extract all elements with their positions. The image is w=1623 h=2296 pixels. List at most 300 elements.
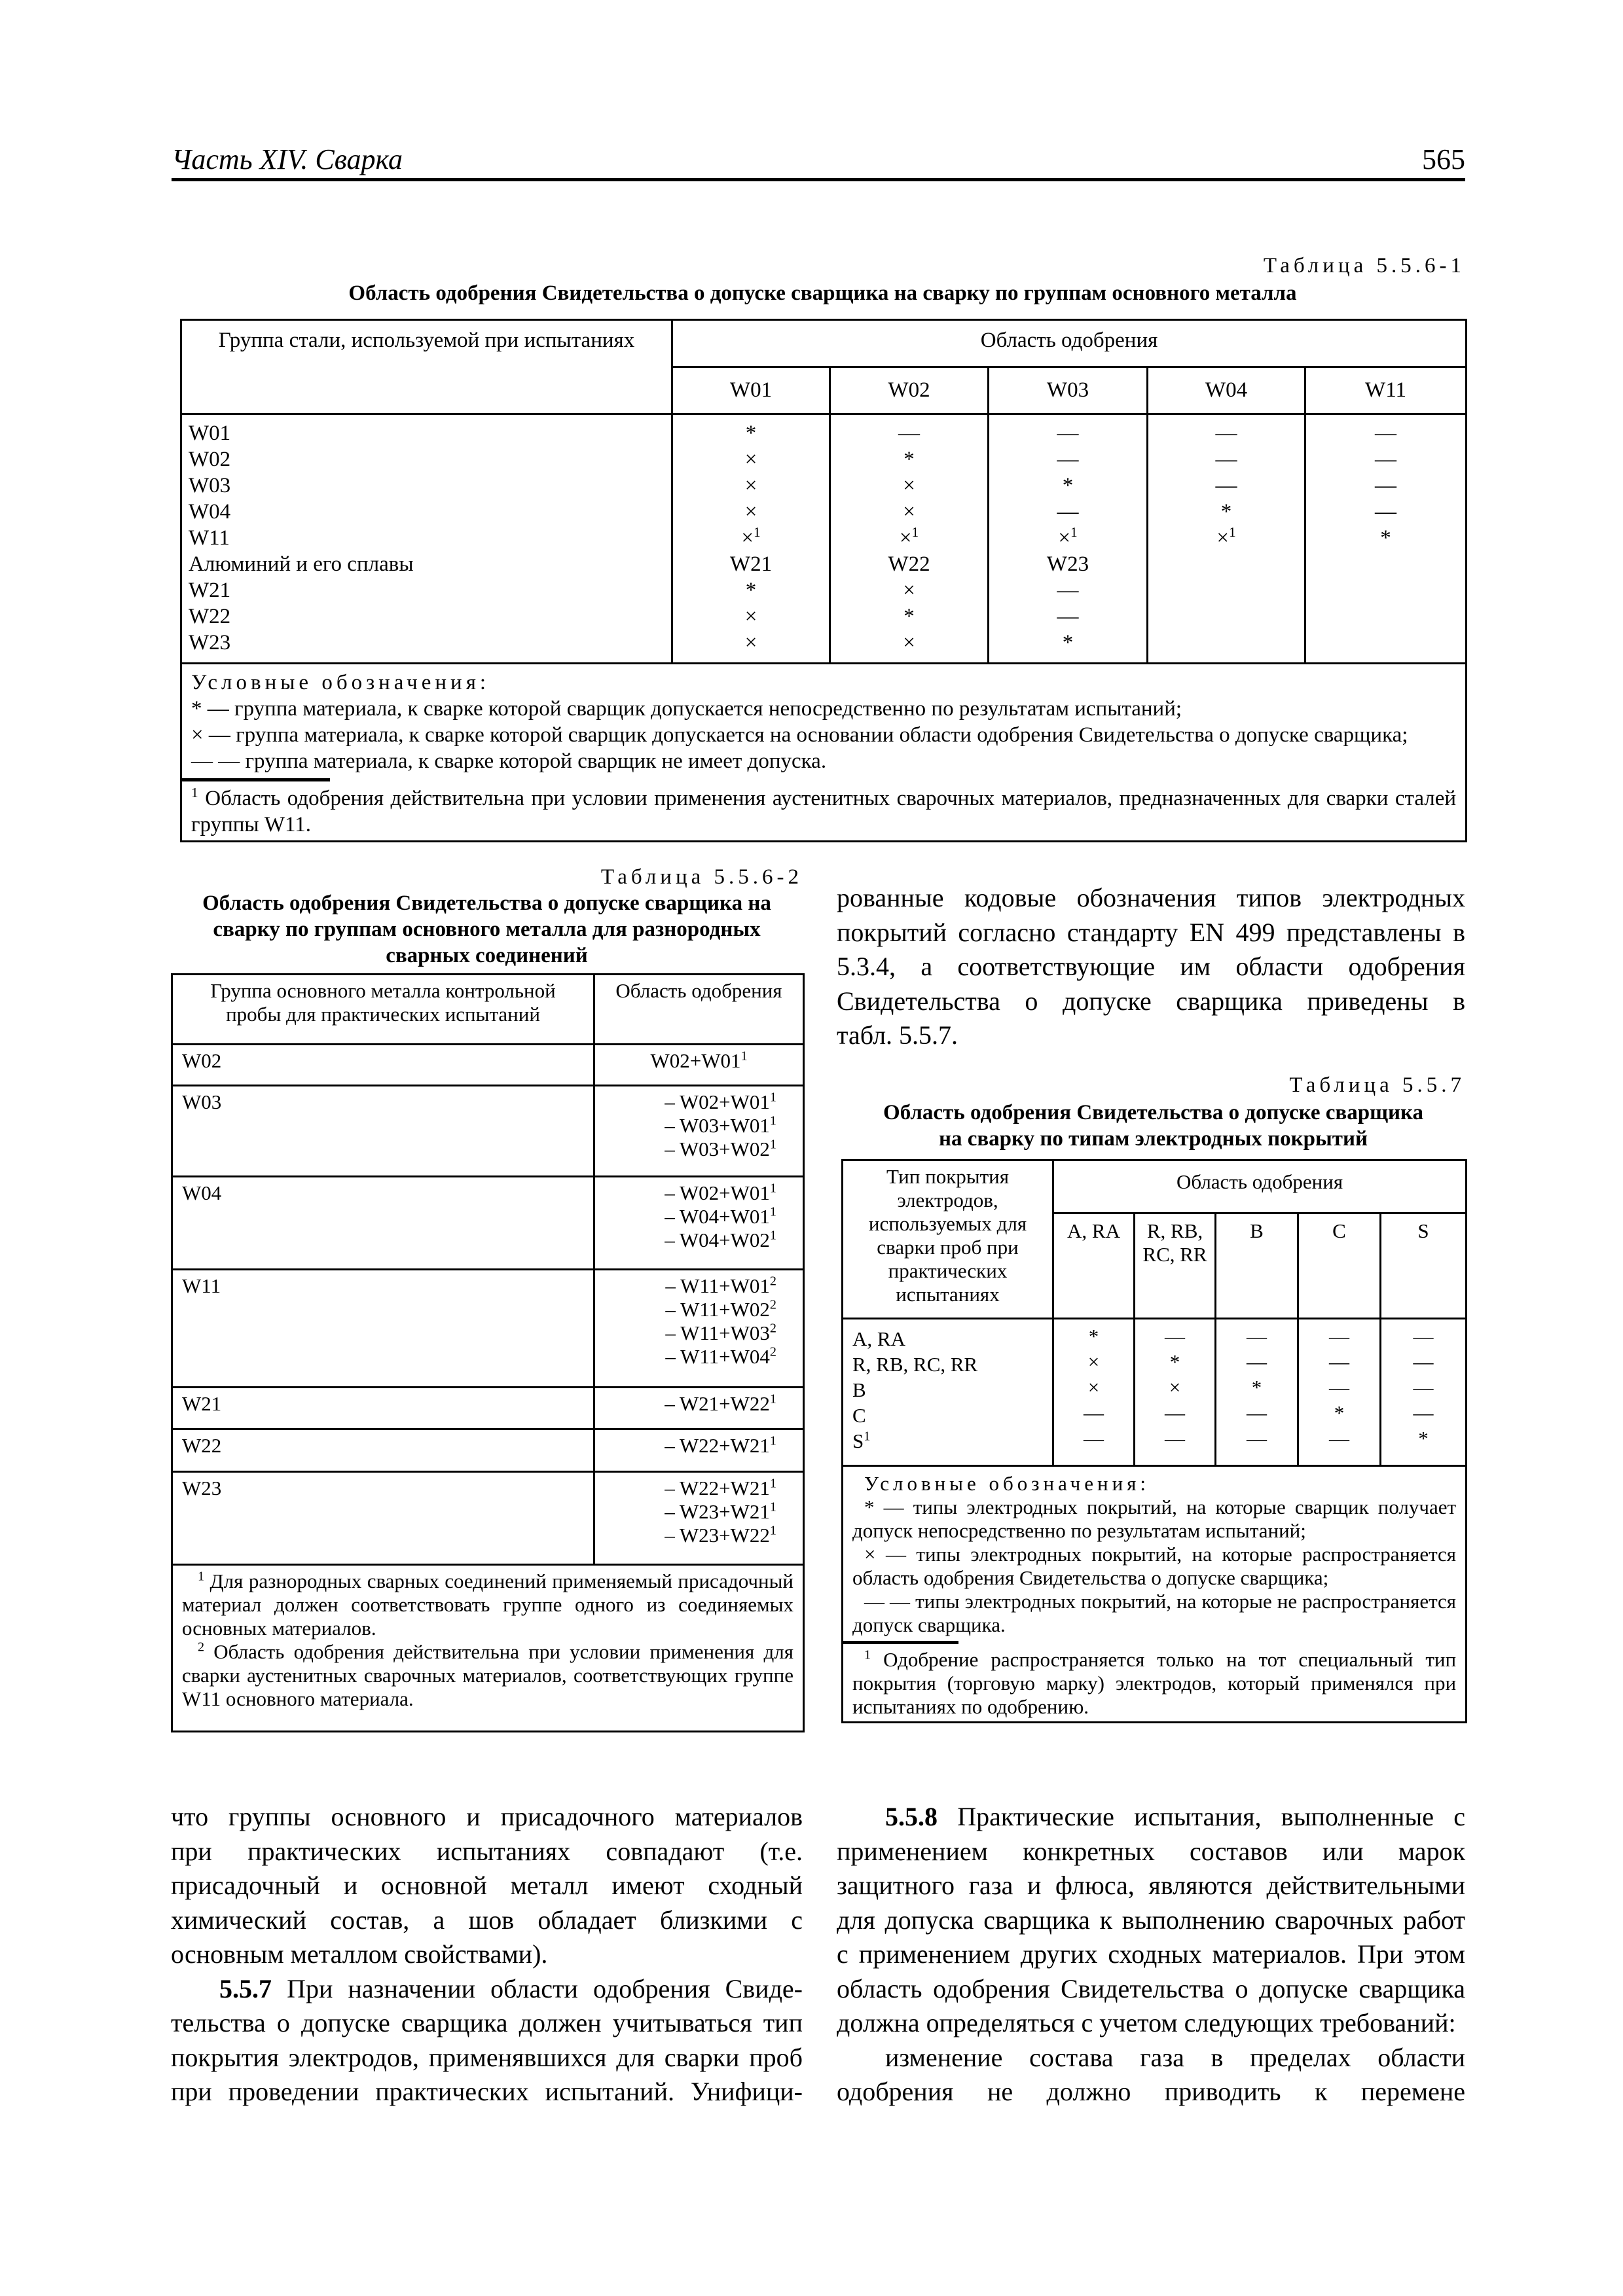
table-row — [172, 1270, 804, 1388]
table-cell — [1306, 446, 1465, 473]
table-5-5-7 — [841, 1159, 1467, 1723]
row-label — [852, 1327, 1043, 1353]
value-superscript: 1 — [769, 1090, 776, 1105]
table-cell — [1148, 577, 1304, 603]
row-group: W23 — [172, 1472, 594, 1565]
column-cells-W02 — [830, 414, 989, 664]
text-line: Свидетельства о допуске сварщика приведены в — [837, 986, 1465, 1016]
table-cell — [673, 525, 829, 551]
legend-cross: × — группа материала, к сварке которой сварщик допускается на основании области одобрения Свидетельства о допуске сварщика; — [191, 723, 1408, 747]
table-cell: — — [1165, 1427, 1185, 1450]
right-column-text — [837, 1800, 1465, 2109]
column-header: W04 — [1148, 367, 1305, 414]
column-header: A, RA — [1053, 1213, 1135, 1319]
value-superscript: 2 — [769, 1297, 776, 1312]
column-cells — [1053, 1319, 1135, 1466]
text-line: область одобрения Свидетельства о допуске сварщика — [837, 1973, 1465, 2003]
table-cell — [989, 603, 1146, 630]
cell-value: W21 — [729, 552, 773, 576]
cell-value: — — [1057, 605, 1079, 628]
approval-value — [604, 1205, 776, 1229]
row-label: W22 — [189, 605, 231, 628]
value-text: – W03+W01 — [665, 1114, 770, 1137]
cell-value: × — [1058, 526, 1070, 550]
text-line: при практических испытаниях совпадают (т.е. — [171, 1836, 803, 1866]
value-superscript: 1 — [769, 1499, 776, 1515]
approval-value — [604, 1321, 776, 1345]
table-row — [172, 1086, 804, 1177]
row-label — [852, 1378, 1043, 1404]
table-cell — [1148, 446, 1304, 473]
legend-cross: × — типы электродных покрытий, на которые распространяется область одобрения Свидетельства о допуске сварщика; — [852, 1543, 1457, 1589]
table-cell — [1306, 551, 1465, 577]
text-line: при проведении практических испытаний. Унифици- — [171, 2077, 803, 2106]
value-superscript: 1 — [740, 1049, 748, 1064]
page-number: 565 — [1422, 143, 1465, 175]
row-label: W21 — [189, 579, 231, 602]
table-cell — [1306, 630, 1465, 656]
value-text: – W23+W21 — [665, 1500, 770, 1523]
cell-value: * — [903, 448, 915, 471]
value-superscript: 2 — [769, 1274, 776, 1289]
table-cell — [1306, 499, 1465, 525]
row-label — [852, 1353, 1043, 1378]
row-group: W22 — [172, 1429, 594, 1472]
table-cell: — — [1247, 1401, 1267, 1424]
row-approval — [594, 1388, 804, 1429]
approval-value — [604, 1524, 776, 1547]
table-cell — [989, 499, 1146, 525]
cell-value: — — [1375, 448, 1397, 471]
table-1-footnote — [191, 785, 1456, 838]
cell-value: — — [1215, 422, 1237, 445]
column-cells-W01 — [672, 414, 830, 664]
value-superscript: 1 — [769, 1137, 776, 1152]
footnote-rule — [843, 1641, 958, 1644]
column-cells — [1381, 1319, 1467, 1466]
cell-value: × — [1216, 526, 1229, 550]
cell-value: — — [1215, 474, 1237, 497]
row-approval — [594, 1270, 804, 1388]
value-text: – W02+W01 — [665, 1181, 770, 1204]
table-cell — [673, 499, 829, 525]
legend-dash: — — группа материала, к сварке которой сварщик не имеет допуска. — [191, 749, 827, 773]
column-header: W02 — [830, 367, 989, 414]
value-text: – W11+W02 — [665, 1298, 770, 1321]
table-cell: — — [1413, 1376, 1434, 1399]
table-cell — [989, 420, 1146, 446]
table-cell — [989, 446, 1146, 473]
value-text: – W03+W02 — [665, 1138, 770, 1160]
text-line: одобрения не должно приводить к перемене — [837, 2077, 1465, 2106]
table-cell — [989, 525, 1146, 551]
value-text: – W04+W01 — [665, 1205, 770, 1228]
cell-value: × — [744, 605, 757, 628]
table-cell: * — [1088, 1325, 1099, 1348]
table-1-title: Область одобрения Свидетельства о допуске сварщика на сварку по группам основного металла — [348, 281, 1297, 305]
table-cell: — — [1084, 1427, 1104, 1450]
row-label-text: A, RA — [852, 1327, 905, 1350]
table-cell: — — [1329, 1427, 1349, 1450]
table-cell — [1306, 577, 1465, 603]
table-5-5-6-1 — [180, 319, 1467, 842]
approval-value — [604, 1274, 776, 1298]
cell-value: * — [745, 579, 757, 602]
table-cell: * — [1418, 1427, 1429, 1450]
cell-value: * — [745, 422, 757, 445]
table-cell: × — [1087, 1350, 1100, 1373]
table-cell — [673, 420, 829, 446]
table-cell — [673, 473, 829, 499]
text-line: для допуска сварщика к выполнению сварочных работ — [837, 1905, 1465, 1935]
footnote-mark: 1 — [191, 785, 198, 800]
header-steel-group: Группа стали, используемой при испытаниях — [181, 320, 672, 414]
approval-value — [604, 1229, 776, 1252]
text-line: защитного газа и флюса, являются действительными — [837, 1871, 1465, 1900]
title-line: Область одобрения Свидетельства о допуске сварщика — [883, 1101, 1423, 1124]
table-cell — [831, 446, 987, 473]
text-line: табл. 5.5.7. — [837, 1020, 958, 1050]
table-cell: × — [1087, 1376, 1100, 1399]
row-label-text: S — [852, 1429, 864, 1452]
footnote-text: Для разнородных сварных соединений применяемый присадочный материал должен соответствовать группе одного из соединяемых основных материалов. — [182, 1570, 794, 1640]
approval-value — [604, 1434, 776, 1458]
cell-value: W22 — [888, 552, 930, 576]
header-base-metal-group: Группа основного металла контрольной пробы для практических испытаний — [172, 975, 594, 1045]
value-text: – W11+W03 — [665, 1321, 770, 1344]
cell-value: × — [903, 500, 915, 524]
cell-superscript: 1 — [753, 524, 761, 540]
table-cell — [1306, 603, 1465, 630]
table-cell — [989, 551, 1146, 577]
row-label: W02 — [189, 448, 231, 471]
table-cell — [831, 499, 987, 525]
approval-value — [604, 1138, 776, 1161]
text-line: основным металлом свойствами). — [171, 1939, 548, 1969]
table-cell — [673, 603, 829, 630]
value-superscript: 1 — [769, 1204, 776, 1219]
footnote-mark: 1 — [198, 1569, 205, 1584]
table-cell: × — [1169, 1376, 1181, 1399]
row-label-text: R, RB, RC, RR — [852, 1353, 978, 1376]
table-row — [172, 1045, 804, 1086]
header-coating-type: Тип покрытия электродов, используемых для сварки проб при практических испытаниях — [843, 1160, 1053, 1319]
row-approval — [594, 1429, 804, 1472]
table-cell: — — [1247, 1427, 1267, 1450]
table-cell — [673, 577, 829, 603]
text-line: химический состав, а шов обладает близкими с — [171, 1905, 803, 1935]
column-cells-W04 — [1148, 414, 1305, 664]
paragraph-continuation — [837, 881, 1465, 1053]
row-group: W02 — [172, 1045, 594, 1086]
row-label-text: C — [852, 1404, 866, 1427]
table-2-label: Таблица 5.5.6-2 — [600, 865, 803, 889]
cell-value: × — [903, 631, 915, 655]
row-labels-cell — [181, 414, 672, 664]
value-superscript: 1 — [769, 1391, 776, 1407]
section-5-5-7-first-line — [171, 1972, 803, 2007]
section-5-5-8-first-line — [837, 1800, 1465, 1835]
value-text: – W23+W22 — [665, 1524, 770, 1547]
table-1-label: Таблица 5.5.6-1 — [1263, 254, 1465, 278]
value-superscript: 1 — [769, 1476, 776, 1491]
value-text: – W22+W21 — [665, 1477, 770, 1499]
footnote-rule — [182, 778, 330, 781]
legend-title: Условные обозначения: — [864, 1472, 1150, 1495]
cell-value: * — [903, 605, 915, 628]
table-cell: — — [1247, 1325, 1267, 1348]
column-header: W11 — [1305, 367, 1467, 414]
value-text: – W11+W04 — [665, 1345, 770, 1368]
column-header: W03 — [989, 367, 1148, 414]
text-line: должна определяться с учетом следующих требований: — [837, 2008, 1456, 2037]
title-line: сварку по группам основного металла для разнородных — [213, 918, 761, 941]
table-cell: * — [1251, 1376, 1262, 1399]
table-cell: — — [1413, 1401, 1434, 1424]
cell-value: — — [1375, 500, 1397, 524]
row-label: W04 — [189, 500, 231, 524]
table-cell — [673, 446, 829, 473]
footnote-mark: 2 — [198, 1640, 205, 1655]
table-cell — [673, 551, 829, 577]
table-cell — [1148, 420, 1304, 446]
cell-value: × — [903, 579, 915, 602]
row-group: W04 — [172, 1177, 594, 1270]
header-rule — [172, 178, 1465, 181]
cell-value: × — [744, 631, 757, 655]
row-approval — [594, 1045, 804, 1086]
text-line: что группы основного и присадочного материалов — [171, 1802, 803, 1831]
table-2-title — [171, 890, 803, 969]
cell-value: — — [1215, 448, 1237, 471]
value-superscript: 2 — [769, 1321, 776, 1336]
table-cell — [1148, 603, 1304, 630]
row-label: Алюминий и его сплавы — [189, 552, 414, 576]
table-cell — [1148, 551, 1304, 577]
text-line: присадочный и основной металл имеют сходный — [171, 1871, 803, 1900]
table-cell — [831, 630, 987, 656]
row-approval — [594, 1472, 804, 1565]
table-3-title — [841, 1100, 1465, 1152]
row-labels-cell — [843, 1319, 1053, 1466]
row-group: W03 — [172, 1086, 594, 1177]
column-cells — [1135, 1319, 1216, 1466]
cell-value: × — [744, 474, 757, 497]
cell-value: × — [744, 448, 757, 471]
text-line: рованные кодовые обозначения типов электродных — [837, 883, 1465, 912]
cell-value: — — [898, 422, 920, 445]
row-group: W21 — [172, 1388, 594, 1429]
table-cell: — — [1165, 1325, 1185, 1348]
table-cell: — — [1329, 1325, 1349, 1348]
approval-value — [604, 1181, 776, 1205]
column-header: W01 — [672, 367, 830, 414]
text-line: применением конкретных составов или марок — [837, 1836, 1465, 1866]
cell-value: * — [1062, 474, 1074, 497]
text-line: с применением других сходных материалов. При этом — [837, 1939, 1465, 1969]
value-superscript: 1 — [769, 1433, 776, 1448]
row-label-superscript: 1 — [864, 1429, 871, 1444]
table-cell — [989, 630, 1146, 656]
table-cell — [1148, 473, 1304, 499]
cell-value: × — [903, 474, 915, 497]
footnote — [182, 1640, 793, 1711]
table-cell: — — [1084, 1401, 1104, 1424]
cell-value: W23 — [1046, 552, 1089, 576]
text-span: Практические испытания, выполненные с — [938, 1802, 1465, 1831]
table-cell — [989, 473, 1146, 499]
table-row — [172, 1429, 804, 1472]
approval-value — [604, 1090, 776, 1114]
section-number: 5.5.8 — [885, 1802, 938, 1831]
left-column-text — [171, 1800, 803, 2109]
row-label — [852, 1404, 1043, 1429]
cell-superscript: 1 — [1228, 524, 1236, 540]
table-row — [172, 1388, 804, 1429]
footnote-mark: 1 — [864, 1647, 871, 1662]
table-cell — [831, 551, 987, 577]
section-number: 5.5.7 — [219, 1973, 272, 2003]
footnote-text: Область одобрения действительна при условии применения для сварки аустенитных сварочных материалов, соответствующих группе W11 основного материала. — [182, 1640, 793, 1710]
legend-asterisk: * — типы электродных покрытий, на которые сварщик получает допуск непосредственно по результатам испытаний; — [852, 1496, 1457, 1542]
table-cell — [989, 577, 1146, 603]
footnotes-row — [172, 1565, 804, 1732]
approval-value — [604, 1477, 776, 1500]
table-cell: — — [1247, 1350, 1267, 1373]
title-line: Область одобрения Свидетельства о допуске сварщика на — [202, 891, 771, 915]
legend-asterisk: * — группа материала, к сварке которой сварщик допускается непосредственно по результатам испытаний; — [191, 697, 1182, 721]
table-2-footnotes — [172, 1565, 804, 1732]
cell-value: × — [741, 526, 754, 550]
table-cell — [1306, 420, 1465, 446]
table-cell: — — [1165, 1401, 1185, 1424]
header-approval-range: Область одобрения — [672, 320, 1467, 367]
text-line: изменение состава газа в пределах области — [885, 2042, 1465, 2072]
cell-superscript: 1 — [911, 524, 919, 540]
cell-value: — — [1057, 448, 1079, 471]
table-3-footnote — [852, 1648, 1456, 1719]
value-superscript: 1 — [769, 1113, 776, 1128]
table-cell — [831, 577, 987, 603]
row-approval — [594, 1177, 804, 1270]
table-cell: — — [1329, 1376, 1349, 1399]
approval-value — [604, 1049, 793, 1073]
value-superscript: 1 — [769, 1181, 776, 1196]
table-cell: — — [1413, 1350, 1434, 1373]
column-header: S — [1381, 1213, 1467, 1319]
table-cell: — — [1413, 1325, 1434, 1348]
text-line: покрытий согласно стандарту EN 499 представлены в — [837, 917, 1465, 947]
column-cells-W03 — [989, 414, 1148, 664]
table-cell — [831, 525, 987, 551]
column-cells — [1216, 1319, 1298, 1466]
title-line: на сварку по типам электродных покрытий — [938, 1127, 1368, 1151]
table-cell: * — [1334, 1401, 1345, 1424]
footnote-text: Область одобрения действительна при условии применения аустенитных сварочных материалов, предназначенных для сварки сталей группы W11. — [191, 787, 1457, 836]
text-line: тельства о допуске сварщика должен учитываться тип — [171, 2008, 803, 2037]
value-text: – W02+W01 — [665, 1090, 770, 1113]
title-line: сварных соединений — [386, 944, 588, 967]
table-cell: * — [1169, 1350, 1180, 1373]
approval-value — [604, 1298, 776, 1321]
footnote — [182, 1570, 793, 1640]
table-row — [172, 1177, 804, 1270]
column-cells-W11 — [1305, 414, 1467, 664]
cell-value: — — [1057, 422, 1079, 445]
header-approval-range: Область одобрения — [1053, 1160, 1467, 1213]
value-text: – W11+W01 — [665, 1274, 770, 1297]
table-cell — [673, 630, 829, 656]
text-span: При назначении области одобрения Свиде- — [272, 1973, 803, 2003]
table-cell — [1148, 630, 1304, 656]
footnote-text: Одобрение распространяется только на тот специальный тип покрытия (торговую марку) электродов, который применялся при испытаниях по одобрению. — [852, 1648, 1457, 1718]
column-cells — [1298, 1319, 1381, 1466]
value-superscript: 2 — [769, 1344, 776, 1359]
row-approval — [594, 1086, 804, 1177]
table-cell — [1306, 473, 1465, 499]
value-text: – W22+W21 — [665, 1434, 770, 1457]
table-cell — [831, 420, 987, 446]
cell-value: — — [1057, 579, 1079, 602]
row-label: W11 — [189, 526, 230, 550]
cell-value: * — [1220, 500, 1232, 524]
row-label-text: B — [852, 1378, 866, 1401]
table-3-legend — [843, 1466, 1467, 1723]
table-3-label: Таблица 5.5.7 — [1289, 1073, 1465, 1097]
approval-value — [604, 1500, 776, 1524]
column-header: B — [1216, 1213, 1298, 1319]
approval-value — [604, 1114, 776, 1138]
table-cell — [1148, 499, 1304, 525]
table-cell — [1148, 525, 1304, 551]
row-group: W11 — [172, 1270, 594, 1388]
cell-value: × — [744, 500, 757, 524]
value-superscript: 1 — [769, 1228, 776, 1243]
text-line: 5.3.4, а соответствующие им области одобрения — [837, 952, 1465, 981]
cell-value: × — [899, 526, 912, 550]
table-1-legend — [181, 664, 1467, 842]
cell-value: — — [1375, 422, 1397, 445]
table-cell — [1306, 525, 1465, 551]
legend-dash: — — типы электродных покрытий, на которые не распространяется допуск сварщика. — [852, 1590, 1457, 1636]
table-cell: — — [1329, 1350, 1349, 1373]
cell-value: * — [1380, 526, 1391, 550]
legend-title: Условные обозначения: — [191, 671, 490, 694]
table-5-5-6-2 — [171, 973, 805, 1732]
header-approval-range: Область одобрения — [594, 975, 804, 1045]
table-cell — [831, 603, 987, 630]
value-superscript: 1 — [769, 1523, 776, 1538]
row-label: W03 — [189, 474, 231, 497]
table-cell — [831, 473, 987, 499]
approval-value — [604, 1392, 776, 1416]
approval-value — [604, 1345, 776, 1369]
value-text: – W04+W02 — [665, 1229, 770, 1251]
cell-value: — — [1057, 500, 1079, 524]
row-label — [852, 1429, 1043, 1455]
column-header: R, RB, RC, RR — [1135, 1213, 1216, 1319]
value-text: – W21+W22 — [665, 1392, 770, 1415]
cell-value: * — [1062, 631, 1074, 655]
cell-superscript: 1 — [1070, 524, 1078, 540]
row-label: W01 — [189, 422, 231, 445]
table-row — [172, 1472, 804, 1565]
row-label: W23 — [189, 631, 231, 655]
value-text: W02+W01 — [650, 1049, 741, 1072]
column-header: C — [1298, 1213, 1381, 1319]
text-line: покрытия электродов, применявшихся для сварки проб — [171, 2042, 803, 2072]
cell-value: — — [1375, 474, 1397, 497]
